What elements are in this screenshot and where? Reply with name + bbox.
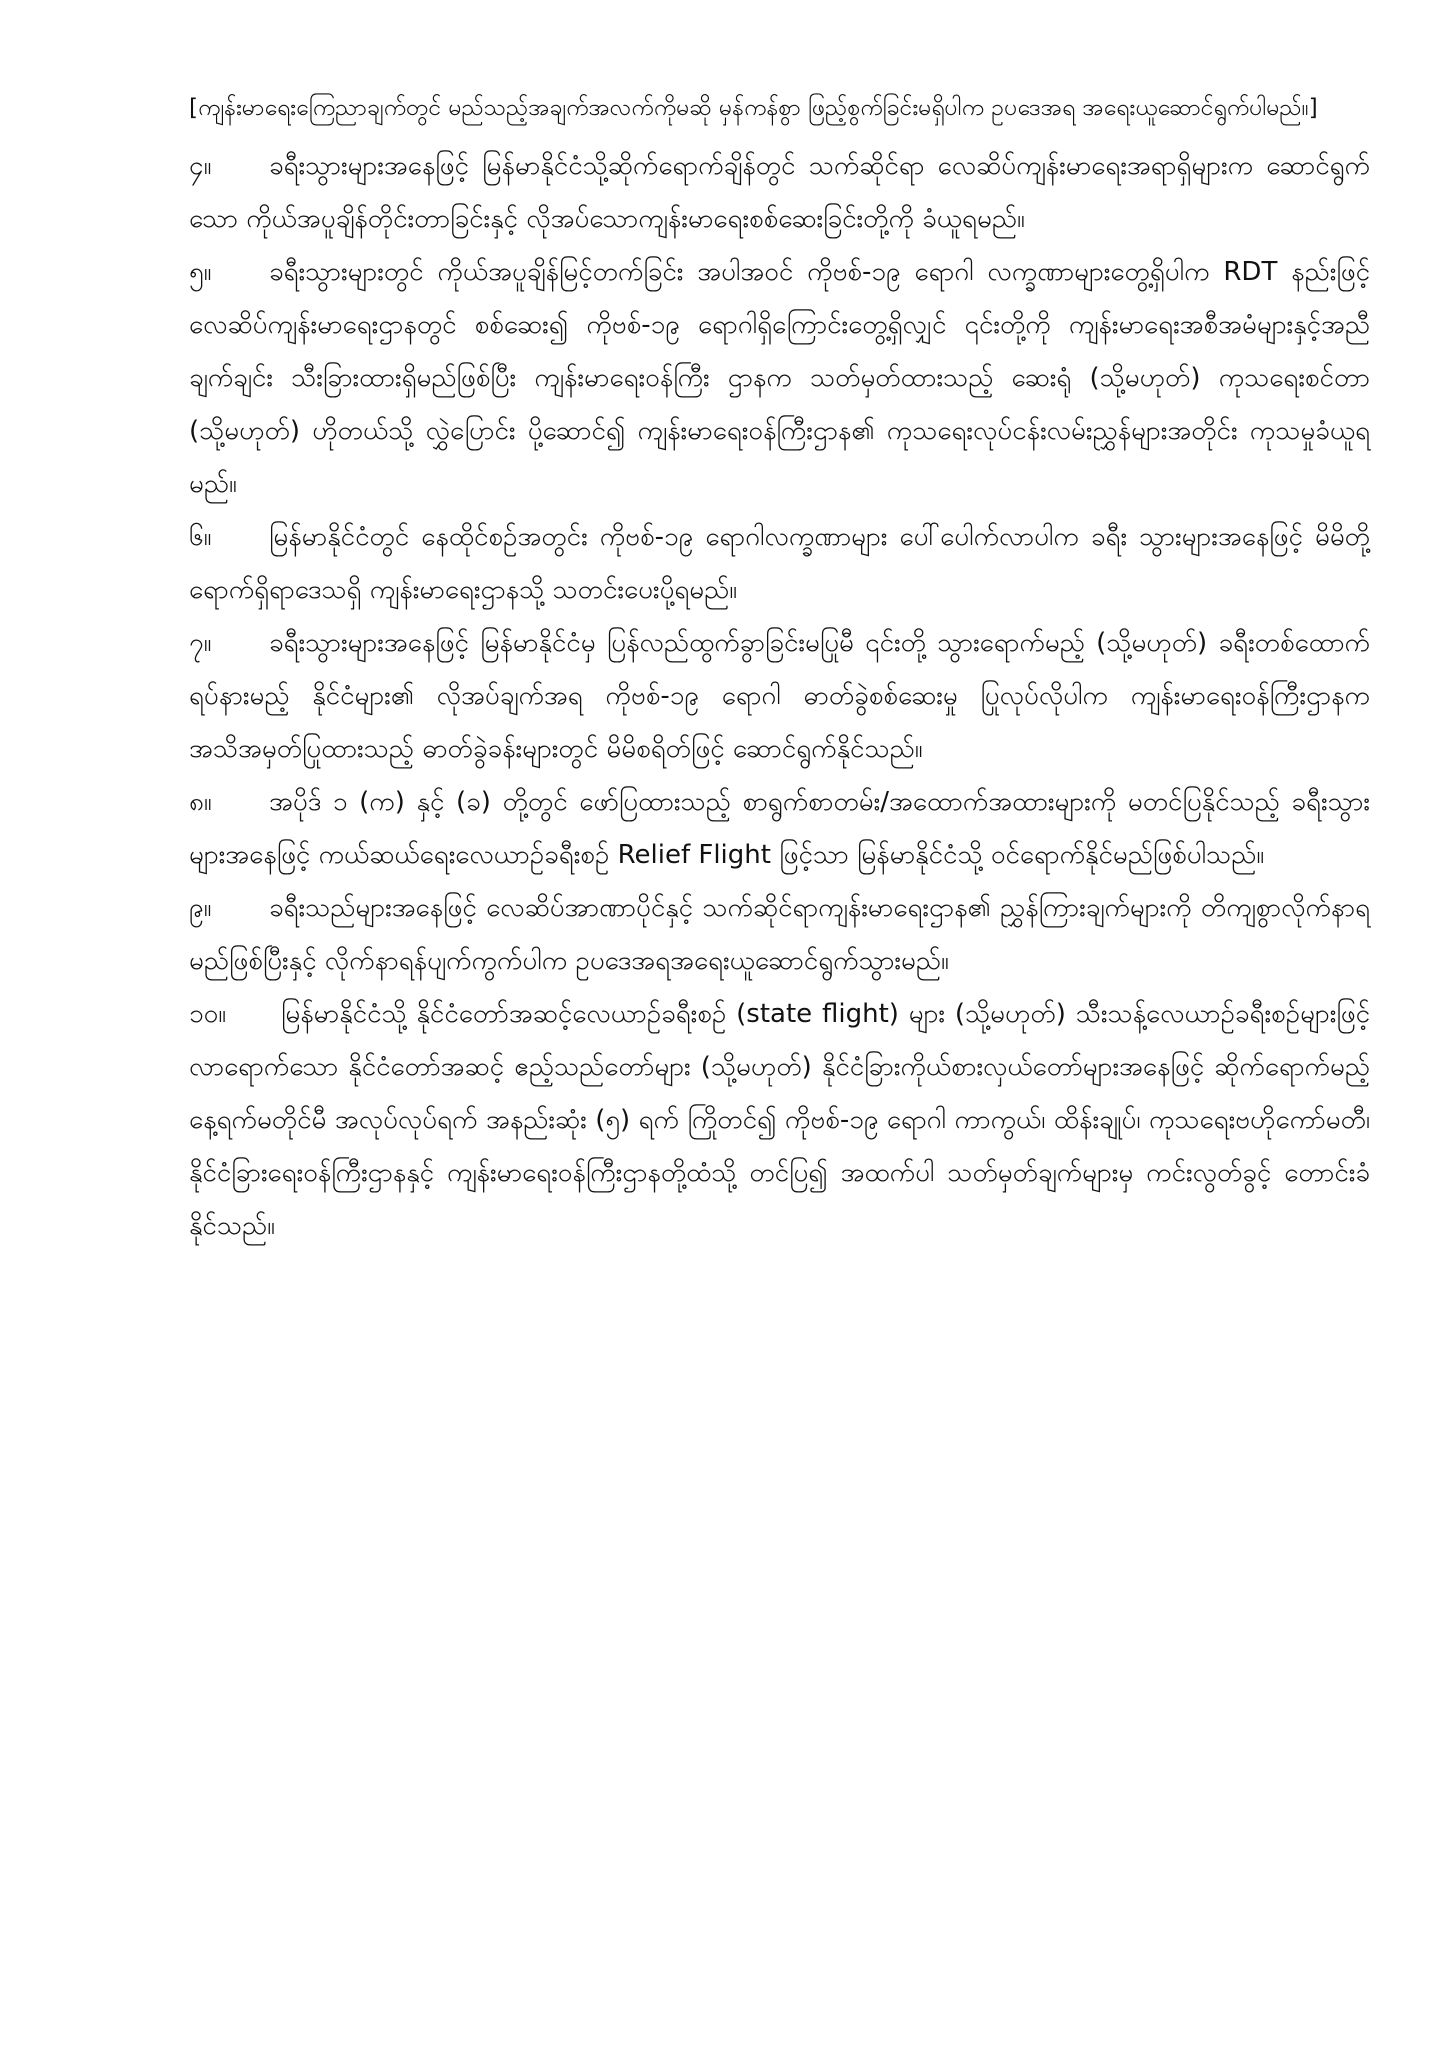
- paragraph-number: ၉။: [189, 893, 212, 923]
- paragraph-4: [189, 140, 1370, 246]
- paragraph-text: ခရီးသည်များအနေဖြင့် လေဆိပ်အာဏာပိုင်နှင့် သက်ဆိုင်ရာကျန်းမာရေးဌာန၏ ညွှန်ကြားချက်များကို တိကျစွာလိုက်နာရမည်ဖြစ်ပြီးနှင့် လိုက်နာရန်ပျက်ကွက်ပါက ဥပဒေအရအရေးယူဆောင်ရွက်သွားမည်။: [189, 893, 1370, 976]
- paragraph-9: [189, 882, 1370, 988]
- paragraph-6: [189, 511, 1370, 617]
- paragraph-number: ၈။: [189, 787, 212, 817]
- paragraph-text: ခရီးသွားများအနေဖြင့် မြန်မာနိုင်ငံသို့ဆိုက်ရောက်ချိန်တွင် သက်ဆိုင်ရာ လေဆိပ်ကျန်းမာရေးအရာရှိများက ဆောင်ရွက်သော ကိုယ်အပူချိန်တိုင်းတာခြင်းနှင့် လိုအပ်သောကျန်းမာရေးစစ်ဆေးခြင်းတို့ကို ခံယူရမည်။: [189, 151, 1370, 234]
- paragraph-number: ၇။: [189, 628, 212, 658]
- document-body: [189, 86, 1370, 1253]
- paragraph-number: ၄။: [189, 151, 212, 181]
- paragraph-10: [189, 988, 1370, 1253]
- paragraph-number: ၆။: [189, 522, 212, 552]
- paragraph-number: ၅။: [189, 257, 212, 287]
- paragraph-text: မြန်မာနိုင်ငံသို့ နိုင်ငံတော်အဆင့်လေယာဉ်ခရီးစဉ် (state flight) များ (သို့မဟုတ်) သီးသန့်လေယာဉ်ခရီးစဉ်များဖြင့် လာရောက်သော နိုင်ငံတော်အဆင့် ဧည့်သည်တော်များ (သို့မဟုတ်) နိုင်ငံခြားကိုယ်စားလှယ်တော်များအနေဖြင့် ဆိုက်ရောက်မည့် နေ့ရက်မတိုင်မီ အလုပ်လုပ်ရက် အနည်းဆုံး (၅) ရက် ကြိုတင်၍ ကိုဗစ်-၁၉ ရောဂါ ကာကွယ်၊ ထိန်းချုပ်၊ ကုသရေးဗဟိုကော်မတီ၊ နိုင်ငံခြားရေးဝန်ကြီးဌာနနှင့် ကျန်းမာရေးဝန်ကြီးဌာနတို့ထံသို့ တင်ပြ၍ အထက်ပါ သတ်မှတ်ချက်များမှ ကင်းလွတ်ခွင့် တောင်းခံနိုင်သည်။: [189, 999, 1370, 1241]
- paragraph-5: [189, 246, 1370, 511]
- paragraph-text: ခရီးသွားများအနေဖြင့် မြန်မာနိုင်ငံမှ ပြန်လည်ထွက်ခွာခြင်းမပြုမီ ၎င်းတို့ သွားရောက်မည့် (သို့မဟုတ်) ခရီးတစ်ထောက်ရပ်နားမည့် နိုင်ငံများ၏ လိုအပ်ချက်အရ ကိုဗစ်-၁၉ ရောဂါ ဓာတ်ခွဲစစ်ဆေးမှု ပြုလုပ်လိုပါက ကျန်းမာရေးဝန်ကြီးဌာနက အသိအမှတ်ပြုထားသည့် ဓာတ်ခွဲခန်းများတွင် မိမိစရိတ်ဖြင့် ဆောင်ရွက်နိုင်သည်။: [189, 628, 1370, 764]
- paragraph-text: မြန်မာနိုင်ငံတွင် နေထိုင်စဉ်အတွင်း ကိုဗစ်-၁၉ ရောဂါလက္ခဏာများ ပေါ်ပေါက်လာပါက ခရီး သွားများအနေဖြင့် မိမိတို့ရောက်ရှိရာဒေသရှိ ကျန်းမာရေးဌာနသို့ သတင်းပေးပို့ရမည်။: [189, 522, 1370, 605]
- paragraph-number: ၁၀။: [189, 999, 227, 1029]
- health-declaration-note: [ကျန်းမာရေးကြေညာချက်တွင် မည်သည့်အချက်အလက်ကိုမဆို မှန်ကန်စွာ ဖြည့်စွက်ခြင်းမရှိပါက ဥပဒေအရ အရေးယူဆောင်ရွက်ပါမည်။]: [189, 95, 1318, 121]
- paragraph-text: ခရီးသွားများတွင် ကိုယ်အပူချိန်မြင့်တက်ခြင်း အပါအဝင် ကိုဗစ်-၁၉ ရောဂါ လက္ခဏာများတွေ့ရှိပါက RDT နည်းဖြင့် လေဆိပ်ကျန်းမာရေးဌာနတွင် စစ်ဆေး၍ ကိုဗစ်-၁၉ ရောဂါရှိကြောင်းတွေ့ရှိလျှင် ၎င်းတို့ကို ကျန်းမာရေးအစီအမံများနှင့်အညီ ချက်ချင်း သီးခြားထားရှိမည်ဖြစ်ပြီး ကျန်းမာရေးဝန်ကြီး ဌာနက သတ်မှတ်ထားသည့် ဆေးရုံ (သို့မဟုတ်) ကုသရေးစင်တာ (သို့မဟုတ်) ဟိုတယ်သို့ လွှဲပြောင်း ပို့ဆောင်၍ ကျန်းမာရေးဝန်ကြီးဌာန၏ ကုသရေးလုပ်ငန်းလမ်းညွှန်များအတိုင်း ကုသမှုခံယူရမည်။: [189, 257, 1370, 499]
- paragraph-7: [189, 617, 1370, 776]
- paragraph-text: အပိုဒ် ၁ (က) နှင့် (ခ) တို့တွင် ဖော်ပြထားသည့် စာရွက်စာတမ်း/အထောက်အထားများကို မတင်ပြနိုင်သည့် ခရီးသွားများအနေဖြင့် ကယ်ဆယ်ရေးလေယာဉ်ခရီးစဉ် Relief Flight ဖြင့်သာ မြန်မာနိုင်ငံသို့ ဝင်ရောက်နိုင်မည်ဖြစ်ပါသည်။: [189, 787, 1370, 870]
- paragraph-8: [189, 776, 1370, 882]
